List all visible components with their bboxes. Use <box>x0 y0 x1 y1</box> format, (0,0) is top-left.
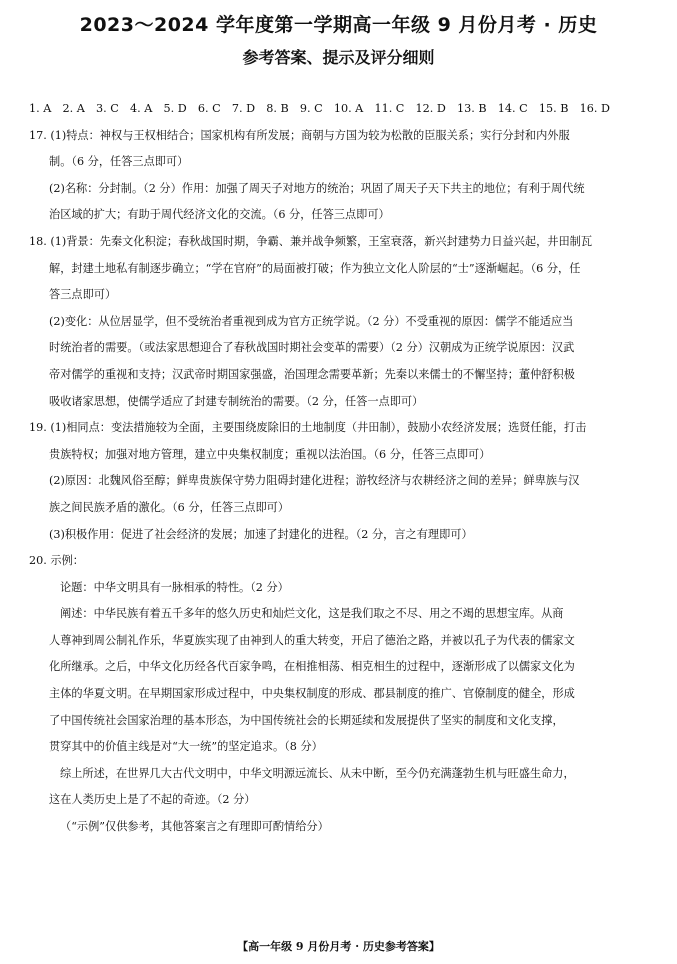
q18-line-6: 帝对儒学的重视和支持；汉武帝时期国家强盛，治国理念需要革新；先秦以来儒士的不懈坚持；董仲舒积极 <box>49 367 575 381</box>
q18-line-3: 答三点即可） <box>49 288 117 302</box>
q18-line-1: 18. (1)背景：先秦文化积淀；春秋战国时期，争霸、兼并战争频繁，王室衰落，新兴封建势力日益兴起，井田制瓦 <box>29 234 593 248</box>
q20-line-3: 阐述：中华民族有着五千多年的悠久历史和灿烂文化，这是我们取之不尽、用之不竭的思想宝库。从商 <box>60 607 564 621</box>
q20-line-8: 贯穿其中的价值主线是对“大一统”的坚定追求。（8 分） <box>49 740 323 754</box>
answer-body <box>29 96 657 841</box>
q20-line-11: （“示例”仅供参考，其他答案言之有理即可酌情给分） <box>60 820 329 834</box>
page-footer: 【高一年级 9 月份月考 · 历史参考答案】 <box>237 940 440 953</box>
q20-line-5: 化所继承。之后，中华文化历经各代百家争鸣，在相推相荡、相克相生的过程中，逐渐形成了以儒家文化为 <box>49 660 575 674</box>
page-subtitle: 参考答案、提示及评分细则 <box>242 48 435 67</box>
q19-line-5: (3)积极作用：促进了社会经济的发展；加速了封建化的进程。（2 分，言之有理即可） <box>49 527 473 541</box>
q20-line-10: 这在人类历史上是了不起的奇迹。（2 分） <box>49 793 256 807</box>
page-title: 2023～2024 学年度第一学期高一年级 9 月份月考 · 历史 <box>79 14 598 36</box>
q19-line-3: (2)原因：北魏风俗至醇；鲜卑贵族保守势力阻碍封建化进程；游牧经济与农耕经济之间的差异；鲜卑族与汉 <box>49 474 580 488</box>
q19-line-4: 族之间民族矛盾的激化。（6 分，任答三点即可） <box>49 500 290 514</box>
q19-line-1: 19. (1)相同点：变法措施较为全面，主要围绕废除旧的土地制度（井田制），鼓励小农经济发展；选贤任能，打击 <box>29 421 587 435</box>
q20-line-1: 20. 示例： <box>29 554 84 568</box>
q20-line-2: 论题：中华文明具有一脉相承的特性。（2 分） <box>60 580 289 594</box>
q18-line-5: 时统治者的需要。（或法家思想迎合了春秋战国时期社会变革的需要）（2 分）汉朝成为正统学说原因：汉武 <box>49 341 575 355</box>
q17-line-2: 制。（6 分，任答三点即可） <box>49 155 189 169</box>
choice-answers: 1. A 2. A 3. C 4. A 5. D 6. C 7. D 8. B 9. C 10. A 11. C 12. D 13. B 14. C 15. B 16. D <box>29 102 610 115</box>
q20-line-9: 综上所述，在世界几大古代文明中，中华文明源远流长、从未中断，至今仍充满蓬勃生机与旺盛生命力， <box>60 766 575 780</box>
q18-line-7: 吸收诸家思想，使儒学适应了封建专制统治的需要。（2 分，任答一点即可） <box>49 394 424 408</box>
q20-line-4: 人尊神到周公制礼作乐，华夏族实现了由神到人的重大转变，开启了德治之路，并被以孔子为代表的儒家文 <box>49 633 575 647</box>
q20-line-6: 主体的华夏文明。在早期国家形成过程中，中央集权制度的形成、郡县制度的推广、官僚制度的健全，形成 <box>49 687 575 701</box>
q17-line-3: (2)名称：分封制。（2 分）作用：加强了周天子对地方的统治；巩固了周天子天下共主的地位；有利于周代统 <box>49 181 585 195</box>
q18-line-2: 解，封建土地私有制逐步确立；“学在官府”的局面被打破；作为独立文化人阶层的“士”逐渐崛起。（6 分，任 <box>49 261 581 275</box>
q18-line-4: (2)变化：从位居显学，但不受统治者重视到成为官方正统学说。（2 分）不受重视的原因：儒学不能适应当 <box>49 314 574 328</box>
q17-line-4: 治区域的扩大；有助于周代经济文化的交流。（6 分，任答三点即可） <box>49 208 390 222</box>
q20-line-7: 了中国传统社会国家治理的基本形态，为中国传统社会的长期延续和发展提供了坚实的制度和文化支撑， <box>49 713 564 727</box>
q19-line-2: 贵族特权；加强对地方管理，建立中央集权制度；重视以法治国。（6 分，任答三点即可） <box>49 447 491 461</box>
q17-line-1: 17. (1)特点：神权与王权相结合；国家机构有所发展；商朝与方国为较为松散的臣服关系；实行分封和内外服 <box>29 128 570 142</box>
